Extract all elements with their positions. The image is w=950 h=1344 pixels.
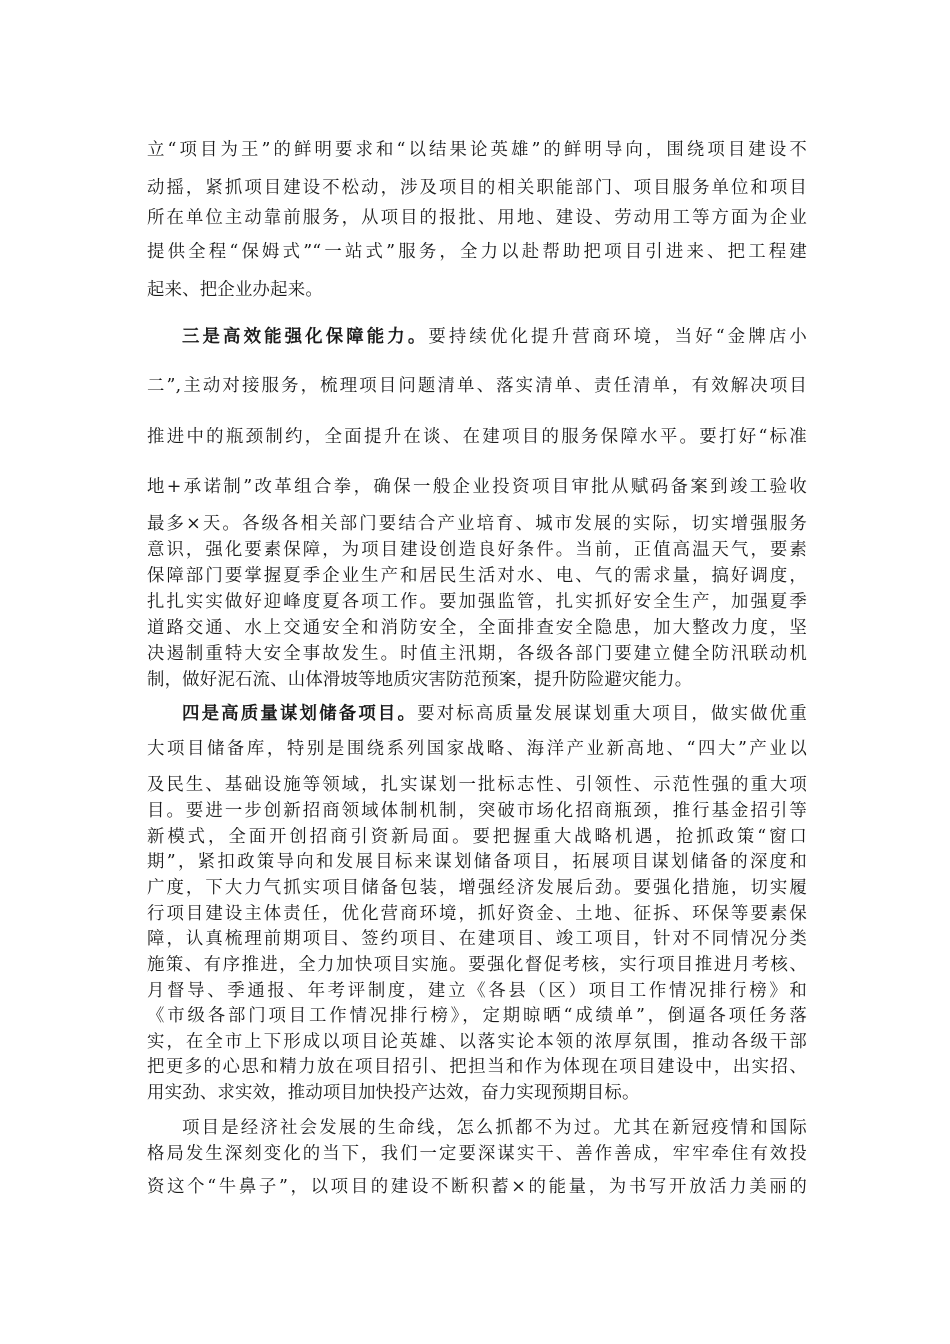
text-line: 月督导、季通报、年考评制度，建立《各县（区）项目工作情况排行榜》和 — [147, 981, 807, 1001]
text-line: 二”,主动对接服务，梳理项目问题清单、落实清单、责任清单，有效解决项目 — [147, 376, 807, 396]
text-line: 地+承诺制”改革组合拳，确保一般企业投资项目审批从赋码备案到竣工验收 — [147, 477, 807, 497]
text-line: 《市级各部门项目工作情况排行榜》，定期晾晒“成绩单”，倒逼各项任务落 — [147, 1006, 807, 1026]
text-line: 用实劲、求实效，推动项目加快投产达效，奋力实现预期目标。 — [147, 1083, 640, 1103]
text-line: 把更多的心思和精力放在项目招引、把担当和作为体现在项目建设中，出实招、 — [147, 1057, 807, 1077]
text-line: 施策、有序推进，全力加快项目实施。要强化督促考核，实行项目推进月考核、 — [147, 955, 807, 975]
text-line: 推进中的瓶颈制约，全面提升在谈、在建项目的服务保障水平。要打好“标准 — [147, 427, 807, 447]
text-line: 扎扎实实做好迎峰度夏各项工作。要加强监管，扎实抓好安全生产，加强夏季 — [147, 592, 807, 612]
text-line: 广度，下大力气抓实项目储备包装，增强经济发展后劲。要强化措施，切实履 — [147, 878, 807, 898]
text-line: 格局发生深刻变化的当下，我们一定要深谋实干、善作善成，牢牢牵住有效投 — [147, 1144, 807, 1164]
text-line: 大项目储备库，特别是围绕系列国家战略、海洋产业新高地、“四大”产业以 — [147, 739, 807, 759]
text-line: 行项目建设主体责任，优化营商环境，抓好资金、土地、征拆、环保等要素保 — [147, 904, 807, 924]
text-line: 实，在全市上下形成以项目论英雄、以落实论本领的浓厚氛围，推动各级干部 — [147, 1032, 807, 1052]
text-line: 及民生、基础设施等领域，扎实谋划一批标志性、引领性、示范性强的重大项 — [147, 775, 807, 795]
text-line: 所在单位主动靠前服务，从项目的报批、用地、建设、劳动用工等方面为企业 — [147, 208, 807, 228]
text-line: 新模式，全面开创招商引资新局面。要把握重大战略机遇，抢抓政策“窗口 — [147, 827, 807, 847]
paragraph-heading-line: 四是高质量谋划储备项目。要对标高质量发展谋划重大项目，做实做优重 — [182, 704, 807, 724]
text-line: 项目是经济社会发展的生命线，怎么抓都不为过。尤其在新冠疫情和国际 — [182, 1118, 807, 1138]
text-line: 资这个“牛鼻子”，以项目的建设不断积蓄×的能量，为书写开放活力美丽的 — [147, 1177, 807, 1197]
text-line: 制，做好泥石流、山体滑坡等地质灾害防范预案，提升防险避灾能力。 — [147, 670, 693, 690]
text-line: 起来、把企业办起来。 — [147, 280, 323, 300]
text-line: 意识，强化要素保障，为项目建设创造良好条件。当前，正值高温天气，要素 — [147, 540, 807, 560]
text-line: 道路交通、水上交通安全和消防安全，全面排查安全隐患，加大整改力度，坚 — [147, 618, 807, 638]
text-line: 最多×天。各级各相关部门要结合产业培育、城市发展的实际，切实增强服务 — [147, 514, 807, 534]
text-line: 期”，紧扣政策导向和发展目标来谋划储备项目，拓展项目谋划储备的深度和 — [147, 852, 807, 872]
text-line: 动摇，紧抓项目建设不松动，涉及项目的相关职能部门、项目服务单位和项目 — [147, 178, 807, 198]
text-line: 障，认真梳理前期项目、签约项目、在建项目、竣工项目，针对不同情况分类 — [147, 929, 807, 949]
paragraph-heading: 三是高效能强化保障能力。 — [182, 327, 429, 347]
paragraph-heading: 四是高质量谋划储备项目。 — [182, 704, 418, 724]
text-line: 立“项目为王”的鲜明要求和“以结果论英雄”的鲜明导向，围绕项目建设不 — [147, 140, 807, 160]
paragraph-heading-line: 三是高效能强化保障能力。要持续优化提升营商环境，当好“金牌店小 — [182, 327, 807, 347]
text-line: 提供全程“保姆式”“一站式”服务，全力以赴帮助把项目引进来、把工程建 — [147, 242, 807, 262]
text-line: 决遏制重特大安全事故发生。时值主汛期，各级各部门要建立健全防汛联动机 — [147, 644, 807, 664]
text-line: 目。要进一步创新招商领域体制机制，突破市场化招商瓶颈，推行基金招引等 — [147, 801, 807, 821]
text-line: 保障部门要掌握夏季企业生产和居民生活对水、电、气的需求量，搞好调度， — [147, 566, 807, 586]
